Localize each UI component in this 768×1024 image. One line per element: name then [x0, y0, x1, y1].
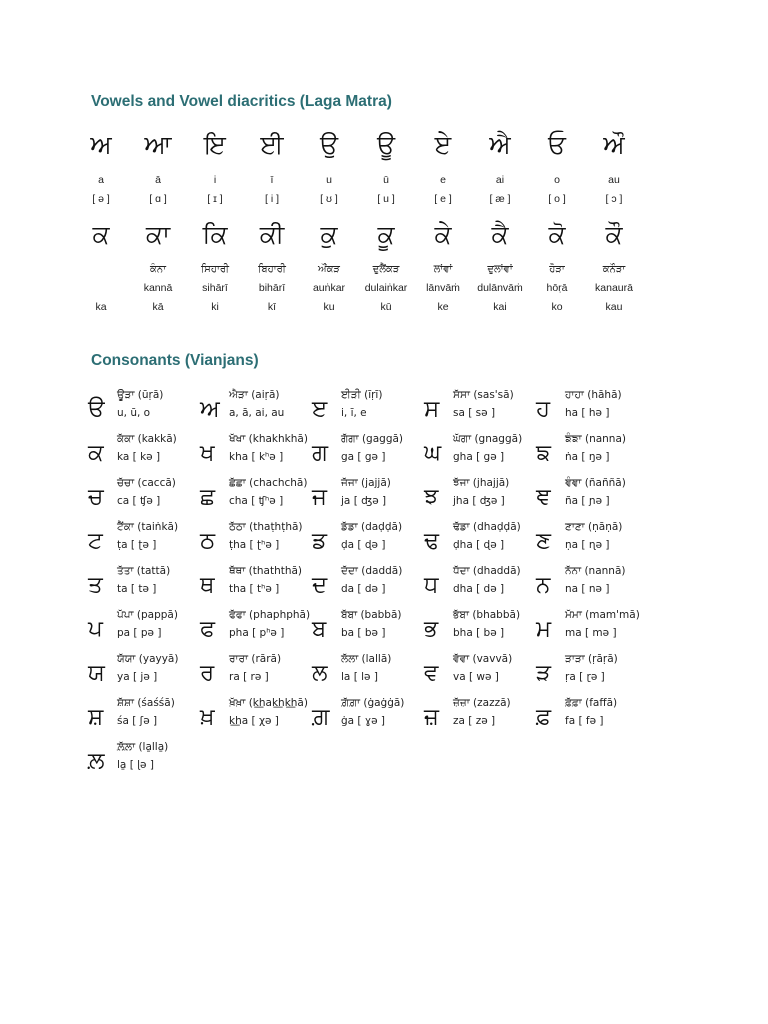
- consonant-cell: [88, 476, 200, 520]
- consonant-cell: [88, 740, 200, 784]
- syllable: ki: [211, 301, 219, 313]
- consonant-sound: bha [ bə ]: [453, 627, 505, 639]
- consonant-sound: za [ zə ]: [453, 715, 496, 727]
- consonant-letter: ਫ਼: [536, 704, 552, 730]
- consonant-sound: ba [ bə ]: [341, 627, 386, 639]
- consonant-cell: [312, 608, 424, 652]
- consonant-name: ਘੱਗਾ (gnaggā): [453, 433, 523, 445]
- consonant-cell: [424, 388, 536, 432]
- consonant-cell: [536, 432, 648, 476]
- consonant-name: ਲ਼ੱਲ਼ਾ (la̱lla̱): [117, 741, 169, 753]
- syllable: ku: [323, 301, 335, 313]
- consonant-cell: [88, 652, 200, 696]
- consonant-letter: ਢ: [424, 528, 440, 554]
- diacritic-name: kannā: [143, 282, 173, 294]
- consonant-letter: ਮ: [536, 616, 552, 642]
- consonant-cell: [200, 476, 312, 520]
- consonant-name: ਙੰਙਾ (nanna): [565, 433, 626, 445]
- consonant-sound: ṛa [ ɽə ]: [565, 671, 605, 683]
- consonant-cell: [536, 652, 648, 696]
- consonant-sound: ga [ gə ]: [341, 451, 386, 463]
- syllable: ka: [95, 301, 107, 313]
- consonant-name: ਥੱਥਾ (thaththā): [229, 565, 303, 577]
- consonant-cell: [88, 432, 200, 476]
- diacritic-name-punjabi: ਕੰਨਾ: [150, 264, 166, 275]
- vowels-heading: Vowels and Vowel diacritics (Laga Matra): [91, 93, 392, 110]
- consonant-cell: [312, 696, 424, 740]
- consonant-cell: [312, 564, 424, 608]
- vowel-letter: ਉ: [319, 130, 339, 159]
- consonant-name: ਛੱਛਾ (chachchā): [229, 477, 308, 489]
- consonant-letter: ਣ: [536, 528, 551, 554]
- consonant-sound: k͟ha [ χə ]: [229, 715, 279, 727]
- vowel-ipa: [ ɪ ]: [207, 193, 223, 205]
- consonant-letter: ਟ: [88, 528, 103, 554]
- consonant-letter: ਪ: [88, 616, 103, 642]
- consonant-letter: ੲ: [312, 396, 328, 422]
- consonant-letter: ਘ: [424, 440, 442, 466]
- vowel-ipa: [ o ]: [548, 193, 566, 205]
- vowel-transliteration: e: [440, 174, 446, 186]
- consonant-cell: [536, 520, 648, 564]
- vowel-transliteration: ai: [495, 174, 505, 186]
- vowel-letter: ਅ: [90, 130, 112, 159]
- diacritic-name-punjabi: ਹੋੜਾ: [549, 264, 565, 275]
- consonant-letter: ਦ: [312, 572, 328, 598]
- diacritic-name-punjabi: ਬਿਹਾਰੀ: [258, 264, 286, 275]
- consonant-cell: [200, 388, 312, 432]
- consonants-heading: Consonants (Vianjans): [91, 352, 259, 369]
- consonant-name: ਲੱਲਾ (lallā): [341, 653, 392, 665]
- vowel-diacritic-example: ਕੈ: [491, 220, 509, 249]
- vowel-ipa: [ u ]: [377, 193, 395, 205]
- vowel-transliteration: a: [98, 174, 104, 186]
- consonant-sound: ha [ hə ]: [565, 407, 610, 419]
- consonant-letter: ਫ: [200, 616, 216, 642]
- consonant-sound: śa [ ʃə ]: [117, 715, 158, 727]
- vowel-letter: ਊ: [376, 130, 396, 159]
- consonant-letter: ੜ: [536, 660, 552, 686]
- consonant-name: ਖੱਖਾ (khakhkhā): [229, 433, 308, 445]
- diacritic-name-punjabi: ਦੁਲੈਂਕੜ: [372, 264, 400, 275]
- syllable: kū: [380, 301, 392, 313]
- consonant-name: ਊੜਾ (ūṛā): [117, 389, 164, 401]
- consonant-name: ਕੱਕਾ (kakkā): [117, 433, 177, 445]
- consonant-cell: [536, 696, 648, 740]
- consonant-letter: ਗ਼: [312, 704, 330, 730]
- diacritic-name: sihārī: [202, 282, 228, 294]
- consonant-cell: [200, 432, 312, 476]
- vowel-ipa: [ ɑ ]: [149, 193, 167, 205]
- consonant-sound: pa [ pə ]: [117, 627, 162, 639]
- consonant-name: ਝੱਜਾ (jhajjā): [453, 477, 510, 489]
- consonant-letter: ਚ: [88, 484, 104, 510]
- consonant-cell: [200, 564, 312, 608]
- consonant-sound: pha [ pʰə ]: [229, 627, 285, 639]
- consonant-sound: ġa [ ɣə ]: [341, 715, 386, 727]
- consonant-sound: ña [ ɲə ]: [565, 495, 610, 507]
- consonant-letter: ਡ: [312, 528, 327, 554]
- vowel-diacritic-example: ਕੁ: [320, 220, 338, 249]
- consonant-letter: ਹ: [536, 396, 551, 422]
- consonant-letter: ਵ: [424, 660, 439, 686]
- consonant-letter: ਕ: [88, 440, 104, 466]
- consonant-name: ਣਾਣਾ (ṇāṇā): [565, 521, 623, 533]
- consonant-sound: tha [ tʰə ]: [229, 583, 280, 595]
- vowel-transliteration: ū: [383, 174, 389, 186]
- consonant-sound: ca [ ʧə ]: [117, 495, 161, 507]
- consonant-name: ਰਾਰਾ (rārā): [229, 653, 282, 665]
- vowel-diacritic-example: ਕੂ: [377, 220, 395, 249]
- consonant-letter: ਖ਼: [200, 704, 215, 730]
- vowel-diacritic-example: ਕੀ: [259, 220, 285, 249]
- consonant-cell: [424, 652, 536, 696]
- consonant-letter: ਸ਼: [88, 704, 104, 730]
- consonant-letter: ਲ਼: [88, 748, 105, 774]
- consonant-cell: [88, 388, 200, 432]
- consonant-name: ਜ਼ੱਜ਼ਾ (zazzā): [453, 697, 511, 709]
- consonant-cell: [88, 608, 200, 652]
- vowel-letter: ਔ: [603, 130, 625, 159]
- vowel-ipa: [ ʊ ]: [320, 193, 338, 205]
- vowel-transliteration: i: [213, 174, 217, 186]
- consonant-cell: [424, 564, 536, 608]
- consonant-name: ਪੱਪਾ (pappā): [117, 609, 178, 621]
- consonant-sound: la̱ [ ɭə ]: [117, 759, 154, 771]
- vowel-diacritic-example: ਕ: [92, 220, 110, 249]
- consonant-letter: ਭ: [424, 616, 439, 642]
- consonant-cell: [88, 564, 200, 608]
- consonant-cell: [536, 564, 648, 608]
- vowel-diacritic-example: ਕਿ: [202, 220, 228, 249]
- consonant-name: ਚੱਚਾ (caccā): [117, 477, 176, 489]
- consonant-sound: ja [ ʤə ]: [341, 495, 387, 507]
- vowel-transliteration: au: [608, 174, 620, 186]
- consonant-letter: ਲ: [312, 660, 328, 686]
- consonant-name: ਟੈਂਕਾ (taiṅkā): [117, 521, 179, 533]
- consonant-cell: [200, 696, 312, 740]
- consonant-name: ਬੱਬਾ (babbā): [341, 609, 402, 621]
- vowel-letter: ਆ: [144, 130, 172, 159]
- vowel-diacritic-example: ਕੇ: [434, 220, 452, 249]
- consonant-name: ਞੰਞਾ (ñaññā): [565, 477, 626, 489]
- consonant-cell: [88, 696, 200, 740]
- syllable: kī: [267, 301, 277, 313]
- consonant-name: ਜੱਜਾ (jajjā): [341, 477, 391, 489]
- consonant-letter: ਰ: [200, 660, 215, 686]
- consonant-name: ਗੱਗਾ (gaggā): [341, 433, 404, 445]
- diacritic-name-punjabi: ਸਿਹਾਰੀ: [200, 264, 230, 275]
- consonant-cell: [200, 608, 312, 652]
- consonant-name: ੜਾੜਾ (ṛāṛā): [565, 653, 618, 665]
- consonant-name: ਸ਼ੱਸ਼ਾ (śaśśā): [117, 697, 175, 709]
- consonant-cell: [424, 432, 536, 476]
- consonant-name: ਈੜੀ (īṛī): [341, 389, 383, 401]
- consonant-name: ਖ਼ੱਖ਼ਾ (k͟hak͟hk͟hā): [229, 697, 308, 709]
- consonant-sound: na [ nə ]: [565, 583, 610, 595]
- diacritic-name-punjabi: ਲਾਂਵਾਂ: [433, 264, 453, 275]
- consonant-name: ਤੱਤਾ (tattā): [117, 565, 171, 577]
- consonant-sound: sa [ sə ]: [453, 407, 496, 419]
- consonant-cell: [312, 652, 424, 696]
- consonant-letter: ਤ: [88, 572, 103, 598]
- syllable: kai: [493, 301, 507, 313]
- consonant-letter: ਸ: [424, 396, 440, 422]
- consonant-letter: ਖ: [200, 440, 215, 466]
- vowel-letter: ਓ: [548, 130, 566, 159]
- consonant-letter: ਅ: [200, 396, 220, 422]
- consonant-letter: ਞ: [536, 484, 551, 510]
- syllable: ke: [437, 301, 449, 313]
- consonant-sound: ra [ rə ]: [229, 671, 269, 683]
- consonant-sound: ta [ tə ]: [117, 583, 157, 595]
- consonant-letter: ਜ਼: [424, 704, 439, 730]
- consonant-sound: a, ā, ai, au: [229, 407, 285, 419]
- consonant-name: ਗ਼ੱਗ਼ਾ (ġaġġā): [341, 697, 405, 709]
- consonant-sound: ma [ mə ]: [565, 627, 617, 639]
- consonant-name: ਐੜਾ (aiṛā): [229, 389, 280, 401]
- consonant-name: ਨੱਨਾ (nannā): [565, 565, 626, 577]
- consonant-cell: [200, 652, 312, 696]
- vowel-ipa: [ e ]: [434, 193, 452, 205]
- consonant-sound: kha [ kʰə ]: [229, 451, 284, 463]
- consonant-sound: ṭha [ ʈʰə ]: [229, 539, 280, 551]
- consonant-letter: ਗ: [312, 440, 329, 466]
- vowel-letter: ਇ: [204, 130, 226, 159]
- diacritic-name: dulaiṅkar: [364, 282, 408, 294]
- consonant-sound: ṭa [ ʈə ]: [117, 539, 157, 551]
- diacritic-name-punjabi: ਔਂਕੜ: [318, 264, 340, 275]
- consonant-letter: ਜ: [312, 484, 328, 510]
- vowel-diacritic-example: ਕਾ: [145, 220, 171, 249]
- consonant-sound: ṇa [ ɳə ]: [565, 539, 610, 551]
- consonant-sound: ka [ kə ]: [117, 451, 161, 463]
- syllable: kau: [605, 301, 623, 313]
- consonant-name: ਯੱਯਾ (yayyā): [117, 653, 179, 665]
- consonant-sound: i, ī, e: [341, 407, 367, 419]
- consonant-letter: ਬ: [312, 616, 327, 642]
- vowel-diacritic-example: ਕੌ: [605, 220, 623, 249]
- vowel-ipa: [ ə ]: [92, 193, 110, 205]
- consonant-letter: ਥ: [200, 572, 215, 598]
- consonant-name: ਠੱਠਾ (thaṭhṭhā): [229, 521, 303, 533]
- consonant-cell: [312, 388, 424, 432]
- consonant-sound: ya [ jə ]: [117, 671, 158, 683]
- vowel-letter: ਏ: [434, 130, 452, 159]
- consonant-sound: gha [ gə ]: [453, 451, 505, 463]
- consonant-letter: ਙ: [536, 440, 551, 466]
- syllable: kā: [152, 301, 164, 313]
- consonant-cell: [536, 608, 648, 652]
- consonant-letter: ੳ: [88, 396, 105, 422]
- diacritic-name: dulānvāṁ: [477, 282, 523, 294]
- diacritic-name: hōṛā: [546, 282, 568, 294]
- consonant-name: ਹਾਹਾ (hāhā): [565, 389, 622, 401]
- consonant-sound: fa [ fə ]: [565, 715, 604, 727]
- vowel-letter: ਈ: [260, 130, 284, 159]
- consonant-cell: [424, 476, 536, 520]
- consonant-letter: ਛ: [200, 484, 216, 510]
- consonant-letter: ਨ: [536, 572, 551, 598]
- consonant-letter: ਝ: [424, 484, 439, 510]
- consonant-sound: da [ də ]: [341, 583, 386, 595]
- consonant-name: ਦੱਦਾ (daddā): [341, 565, 403, 577]
- consonant-name: ਵੱਵਾ (vavvā): [453, 653, 513, 665]
- vowel-transliteration: ī: [270, 174, 274, 186]
- consonant-sound: cha [ ʧʰə ]: [229, 495, 284, 507]
- consonant-name: ਧੱਦਾ (dhaddā): [453, 565, 521, 577]
- vowel-ipa: [ ɔ ]: [605, 193, 623, 205]
- consonant-sound: u, ū, o: [117, 407, 151, 419]
- consonant-sound: ḍha [ ɖə ]: [453, 539, 505, 551]
- consonant-name: ਫੱਫਾ (phaphphā): [229, 609, 311, 621]
- consonant-cell: [200, 520, 312, 564]
- vowel-transliteration: u: [326, 174, 332, 186]
- diacritic-name: kanaurā: [595, 282, 633, 294]
- diacritic-name-punjabi: ਕਨੌੜਾ: [602, 264, 626, 275]
- vowel-letter: ਐ: [489, 130, 511, 159]
- diacritic-name: lānvāṁ: [426, 282, 460, 294]
- diacritic-name: auṅkar: [312, 282, 346, 294]
- vowel-transliteration: o: [554, 174, 560, 186]
- consonant-cell: [312, 432, 424, 476]
- diacritic-name: bihārī: [258, 282, 286, 294]
- consonant-cell: [312, 520, 424, 564]
- consonant-letter: ਧ: [424, 572, 439, 598]
- consonant-name: ਫ਼ੱਫ਼ਾ (faffā): [565, 697, 618, 709]
- consonant-name: ਡੱਡਾ (daḍḍā): [341, 521, 403, 533]
- consonant-sound: jha [ ʤə ]: [453, 495, 505, 507]
- consonant-cell: [312, 476, 424, 520]
- consonant-sound: dha [ də ]: [453, 583, 505, 595]
- consonant-sound: ṅa [ ŋə ]: [565, 451, 610, 463]
- consonant-letter: ਯ: [88, 660, 105, 686]
- vowel-ipa: [ i ]: [264, 193, 279, 205]
- consonant-letter: ਠ: [200, 528, 216, 554]
- consonant-sound: ḍa [ ɖə ]: [341, 539, 386, 551]
- consonant-cell: [536, 388, 648, 432]
- consonant-cell: [424, 608, 536, 652]
- consonant-cell: [536, 476, 648, 520]
- vowel-diacritic-example: ਕੋ: [548, 220, 566, 249]
- syllable: ko: [551, 301, 563, 313]
- vowel-ipa: [ æ ]: [489, 193, 511, 205]
- consonant-sound: va [ wə ]: [453, 671, 499, 683]
- consonant-cell: [88, 520, 200, 564]
- consonant-cell: [424, 696, 536, 740]
- consonant-name: ਸੱਸਾ (sas'sā): [453, 389, 514, 401]
- consonant-name: ਭੱਬਾ (bhabbā): [453, 609, 521, 621]
- consonant-name: ਮੱਮਾ (mam'mā): [565, 609, 640, 621]
- consonant-cell: [424, 520, 536, 564]
- diacritic-name-punjabi: ਦੁਲਾਂਵਾਂ: [487, 264, 513, 275]
- vowel-transliteration: ā: [155, 174, 161, 186]
- consonant-name: ਢੱਡਾ (dhaḍḍā): [453, 521, 521, 533]
- consonant-sound: la [ lə ]: [341, 671, 378, 683]
